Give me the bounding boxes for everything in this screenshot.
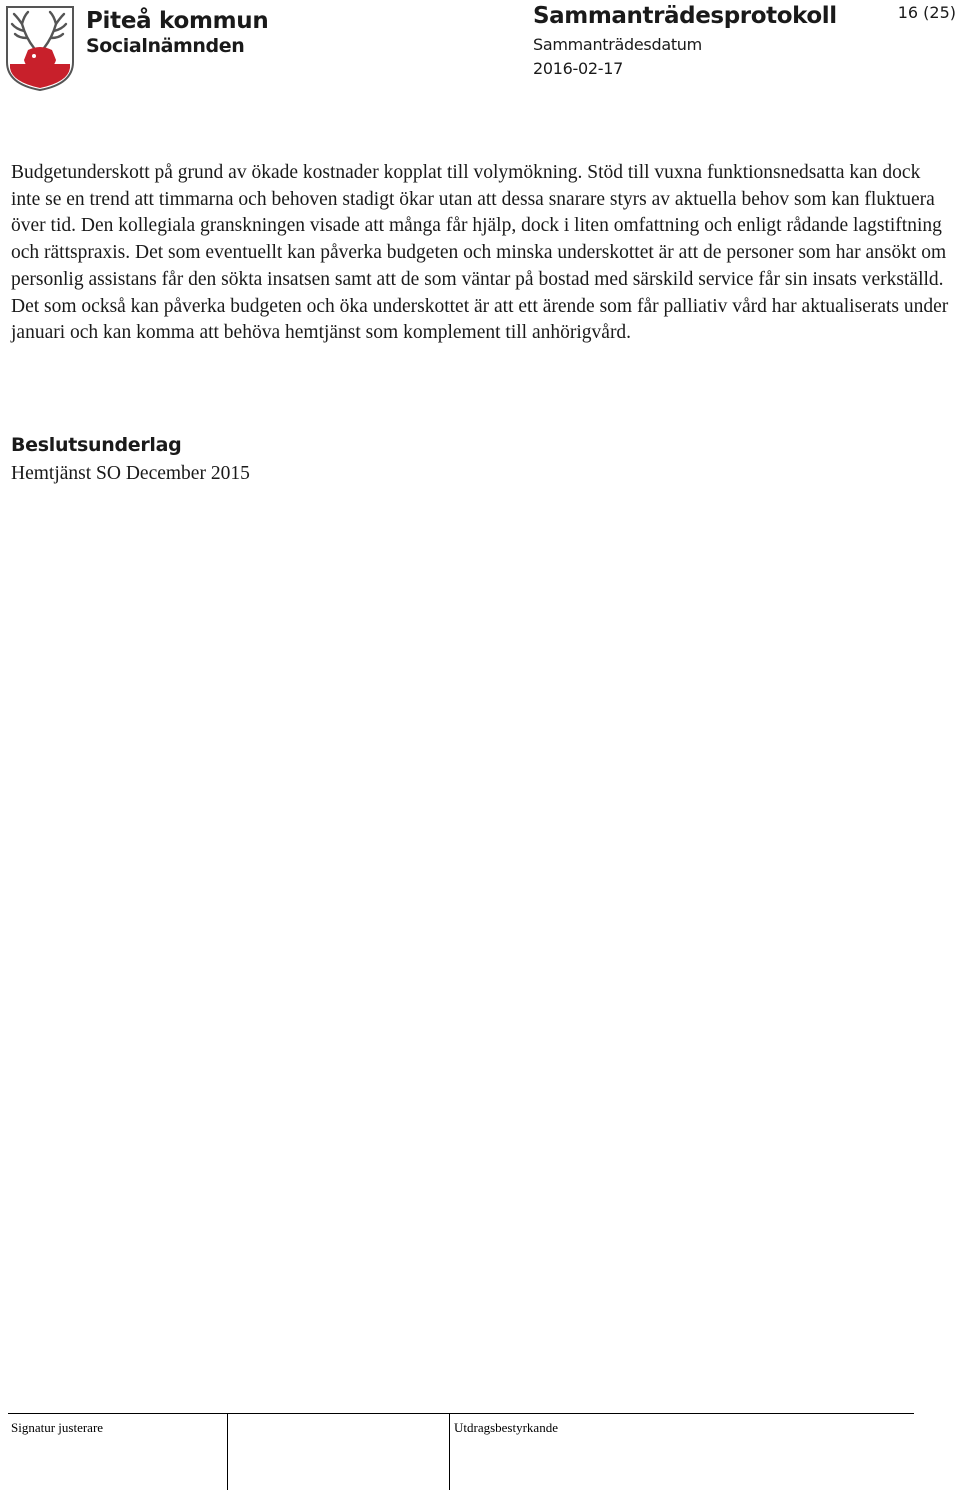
document-title: Sammanträdesprotokoll	[533, 3, 837, 29]
body-paragraph: Budgetunderskott på grund av ökade kostnader kopplat till volymökning. Stöd till vuxna funktionsnedsatta kan dock inte se en trend att timmarna och behoven stadigt ökar utan att dessa snarare styrs av aktuella behov som kan fluktuera över tid. Den kollegiala granskningen visade att många får hjälp, dock i liten omfattning och enligt rådande lagstiftning och rättspraxis. Det som eventuellt kan påverka budgeten och minska underskottet är att de personer som har ansökt om personlig assistans får den sökta insatsen samt att de som väntar på bostad med särskild service får sin insats verkställd. Det som också kan påverka budgeten och öka underskottet är att ett ärende som får palliativ vård har aktualiserats under januari och kan komma att behöva hemtjänst som komplement till anhörigvård.	[11, 162, 949, 344]
committee-name: Socialnämnden	[86, 35, 245, 57]
meeting-date-label: Sammanträdesdatum	[533, 35, 702, 54]
certification-label: Utdragsbestyrkande	[454, 1420, 558, 1435]
section-heading: Beslutsunderlag	[11, 434, 182, 456]
footer-divider	[449, 1413, 450, 1490]
section-content: Hemtjänst SO December 2015	[11, 463, 250, 484]
footer-divider	[227, 1413, 228, 1490]
organization-name: Piteå kommun	[86, 8, 269, 34]
signature-label: Signatur justerare	[11, 1420, 104, 1435]
meeting-date: 2016-02-17	[533, 59, 623, 78]
reindeer-coat-of-arms-icon	[4, 4, 76, 92]
page-number: 16 (25)	[897, 3, 956, 22]
footer-rule	[8, 1413, 914, 1414]
